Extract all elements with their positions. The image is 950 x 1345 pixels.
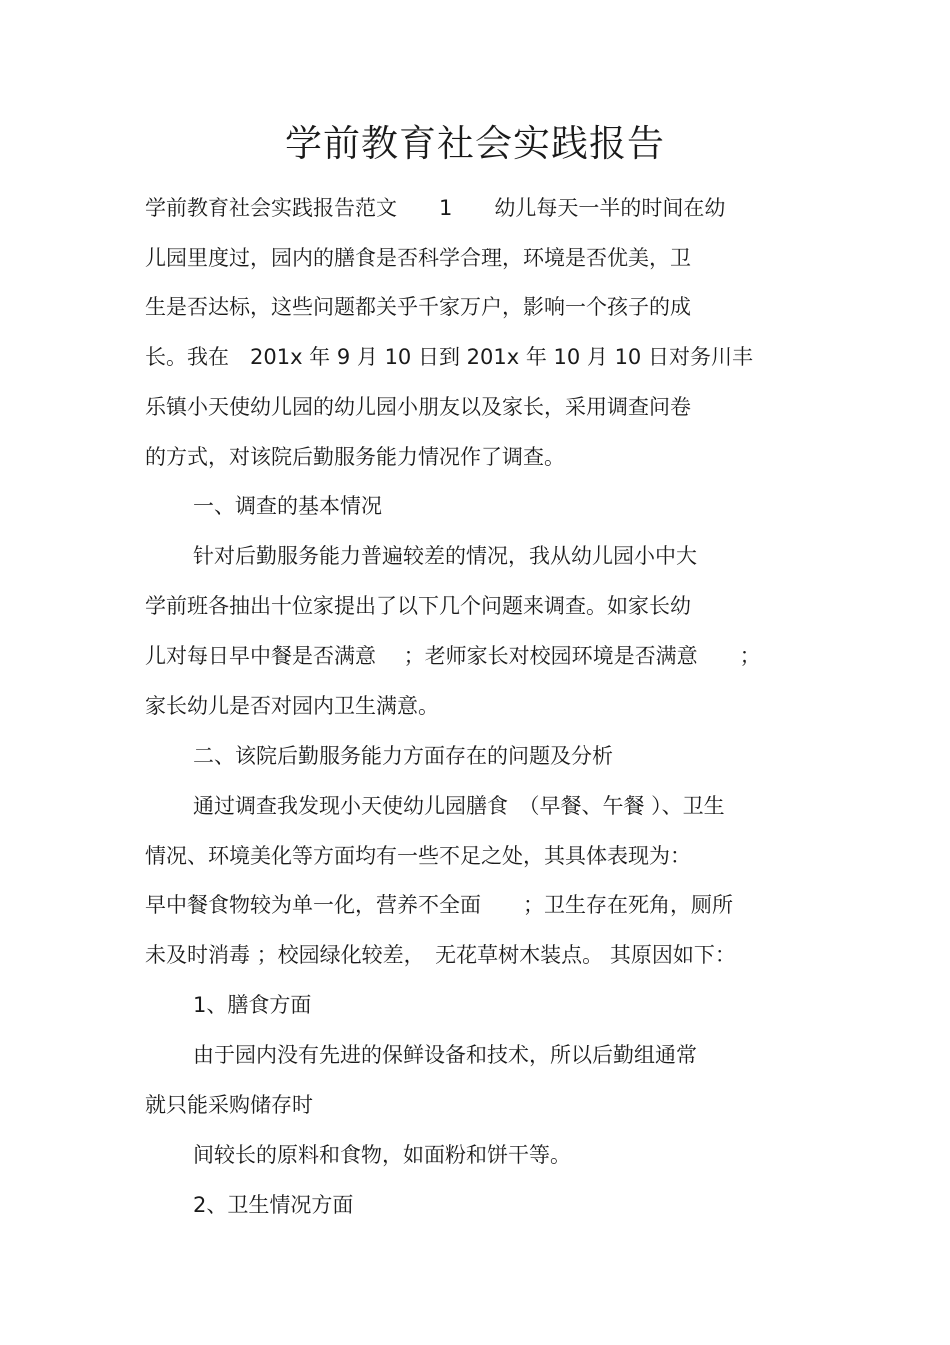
subsection-heading: 2、卫生情况方面 <box>193 1193 354 1217</box>
paragraph-line: 生是否达标，这些问题都关乎千家万户，影响一个孩子的成 <box>145 295 691 319</box>
paragraph-line: 的方式，对该院后勤服务能力情况作了调查。 <box>145 445 565 469</box>
paragraph-line: 针对后勤服务能力普遍较差的情况，我从幼儿园小中大 <box>193 544 697 568</box>
paragraph-line: 乐镇小天使幼儿园的幼儿园小朋友以及家长，采用调查问卷 <box>145 395 691 419</box>
paragraph-line: 长。我在 201x 年 9 月 10 日到 201x 年 10 月 10 日对务川丰 <box>145 345 753 369</box>
paragraph-line: 情况、环境美化等方面均有一些不足之处，其具体表现为： <box>145 844 691 868</box>
paragraph-line: 通过调查我发现小天使幼儿园膳食 （早餐、午餐 ）、卫生 <box>193 794 725 818</box>
paragraph-line: 未及时消毒 ；校园绿化较差， 无花草树木装点。 其原因如下： <box>145 943 736 967</box>
paragraph-line: 儿对每日早中餐是否满意 ；老师家长对校园环境是否满意 ； <box>145 644 761 668</box>
paragraph-line: 学前教育社会实践报告范文 1 幼儿每天一半的时间在幼 <box>145 196 726 220</box>
paragraph-line: 就只能采购储存时 <box>145 1093 313 1117</box>
paragraph-line: 由于园内没有先进的保鲜设备和技术，所以后勤组通常 <box>193 1043 697 1067</box>
paragraph-line: 家长幼儿是否对园内卫生满意。 <box>145 694 439 718</box>
paragraph-line: 早中餐食物较为单一化，营养不全面 ；卫生存在死角，厕所 <box>145 893 733 917</box>
document-title: 学前教育社会实践报告 <box>285 122 665 165</box>
paragraph-line: 间较长的原料和食物，如面粉和饼干等。 <box>193 1143 571 1167</box>
paragraph-line: 儿园里度过，园内的膳食是否科学合理，环境是否优美，卫 <box>145 246 691 270</box>
section-heading: 一、调查的基本情况 <box>193 494 382 518</box>
subsection-heading: 1、膳食方面 <box>193 993 312 1017</box>
paragraph-line: 学前班各抽出十位家提出了以下几个问题来调查。如家长幼 <box>145 594 691 618</box>
section-heading: 二、该院后勤服务能力方面存在的问题及分析 <box>193 744 613 768</box>
